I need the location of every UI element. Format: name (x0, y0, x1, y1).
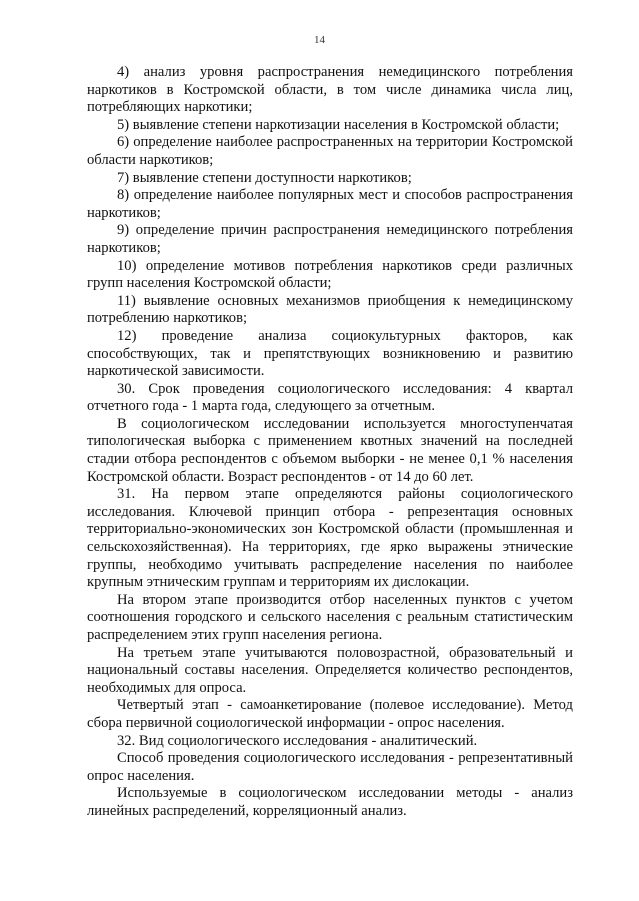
paragraph-stage-three: На третьем этапе учитываются половозрастной, образовательный и национальный составы населения. Определяется количество респондентов, необходимых для опроса. (87, 644, 573, 696)
paragraph-item-12: 12) проведение анализа социокультурных факторов, как способствующих, так и препятствующих возникновению и развитию наркотической зависимости. (87, 327, 573, 380)
paragraph-section-31: 31. На первом этапе определяются районы социологического исследования. Ключевой принцип отбора - репрезентация основных территориально-экономических зон Костромской области (промышленная и сельскохозяйственная). На территориях, где ярко выражены этнические группы, необходимо учитывать распределение населения по наиболее крупным этническим группам и территориям их дислокации. (87, 486, 573, 591)
page-number: 14 (314, 34, 325, 46)
paragraph-item-6: 6) определение наиболее распространенных на территории Костромской области наркотиков; (87, 134, 573, 168)
paragraph-item-11: 11) выявление основных механизмов приобщения к немедицинскому потреблению наркотиков; (87, 292, 573, 327)
paragraph-section-30: 30. Срок проведения социологического исследования: 4 квартал отчетного года - 1 марта года, следующего за отчетным. (87, 380, 573, 415)
paragraph-stage-four: Четвертый этап - самоанкетирование (полевое исследование). Метод сбора первичной социологической информации - опрос населения. (87, 697, 573, 731)
paragraph-item-4: 4) анализ уровня распространения немедицинского потребления наркотиков в Костромской области, в том числе динамика числа лиц, потребляющих наркотики; (87, 64, 573, 116)
paragraph-analysis-methods: Используемые в социологическом исследовании методы - анализ линейных распределений, корреляционный анализ. (87, 785, 573, 819)
paragraph-section-32: 32. Вид социологического исследования - аналитический. (117, 732, 478, 749)
paragraph-item-9: 9) определение причин распространения немедицинского потребления наркотиков; (87, 222, 573, 256)
paragraph-method: Способ проведения социологического исследования - репрезентативный опрос населения. (87, 750, 573, 784)
paragraph-stage-two: На втором этапе производится отбор населенных пунктов с учетом соотношения городского и сельского населения с реальным статистическим распределением этих групп населения региона. (87, 591, 573, 643)
paragraph-item-7: 7) выявление степени доступности наркотиков; (117, 169, 412, 186)
document-body (87, 64, 573, 821)
paragraph-item-10: 10) определение мотивов потребления наркотиков среди различных групп населения Костромской области; (87, 257, 573, 292)
paragraph-sampling: В социологическом исследовании используется многоступенчатая типологическая выборка с применением квотных значений на последней стадии отбора респондентов с объемом выборки - не менее 0,1 % населения Костромской области. Возраст респондентов - от 14 до 60 лет. (87, 415, 573, 485)
paragraph-item-5: 5) выявление степени наркотизации населения в Костромской области; (117, 116, 560, 133)
paragraph-item-8: 8) определение наиболее популярных мест и способов распространения наркотиков; (87, 187, 573, 221)
